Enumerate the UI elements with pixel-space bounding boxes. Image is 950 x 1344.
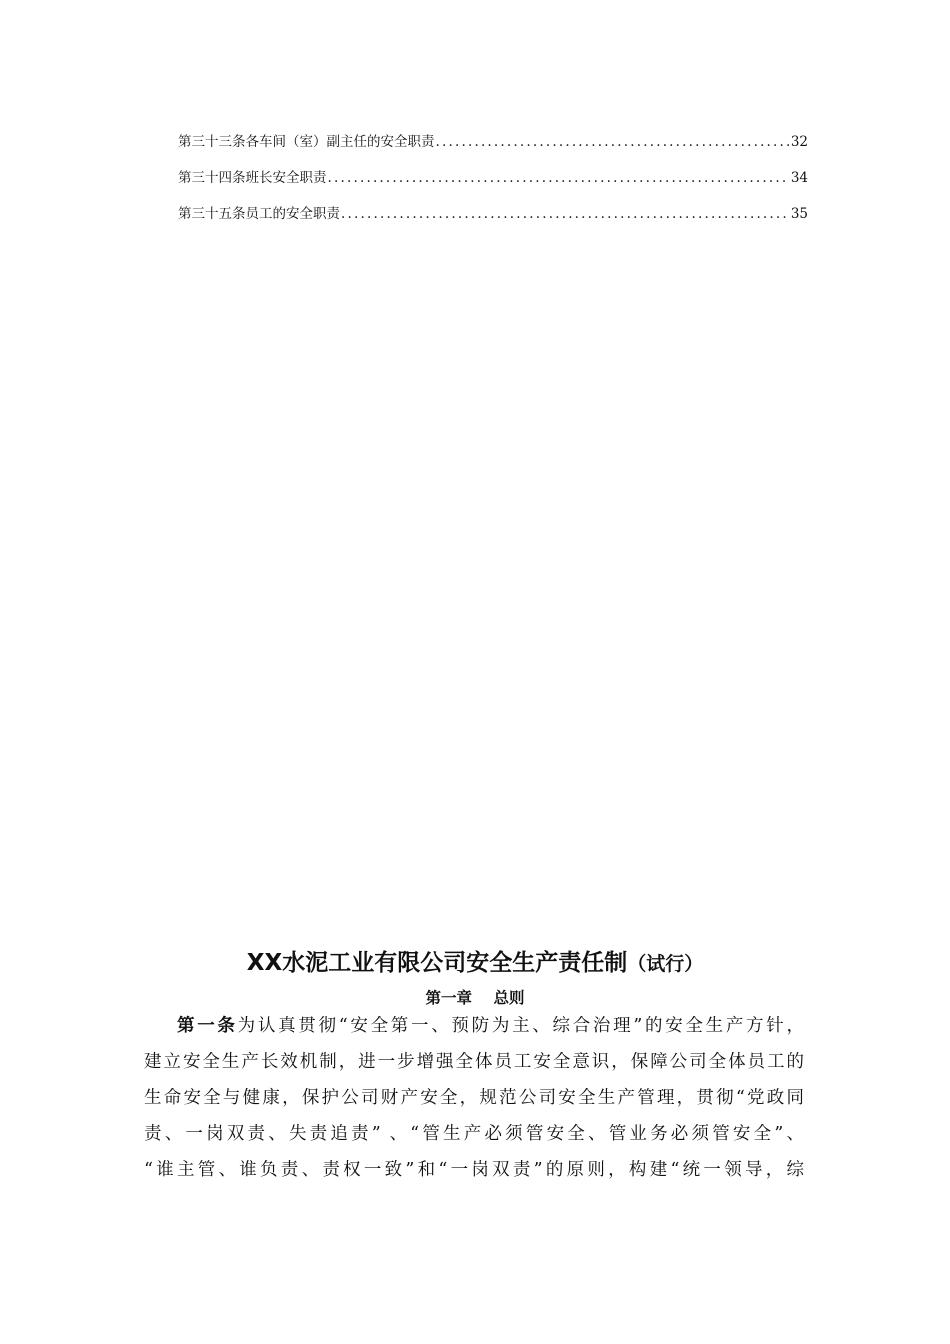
toc-dot-leader [327,160,789,196]
body-line-text: 为认真贯彻“安全第一、预防为主、综合治理”的安全生产方针， [237,1016,804,1036]
chapter-heading: 第一章 总则 [425,989,525,1007]
toc-entry-title: 第三十四条班长安全职责 [178,170,327,186]
body-line [144,1008,804,1044]
article-body [144,1008,804,1188]
toc-entry-title: 第三十三条各车间（室）副主任的安全职责 [178,134,435,150]
toc-entry-page: 34 [790,170,808,186]
toc-entry-title: 第三十五条员工的安全职责 [178,206,340,222]
toc-dot-leader [340,196,789,232]
toc-entry[interactable] [178,124,808,160]
article-label: 第一条 [177,1016,238,1036]
table-of-contents [178,124,808,232]
body-line: 责、一岗双责、失责追责” 、“管生产必须管安全、管业务必须管安全”、 [144,1124,804,1144]
document-title-main: XX水泥工业有限公司安全生产责任制 [246,950,628,976]
body-line: 生命安全与健康，保护公司财产安全，规范公司安全生产管理，贯彻“党政同 [144,1088,804,1108]
toc-dot-leader [435,124,789,160]
toc-entry[interactable] [178,160,808,196]
body-line: “谁主管、谁负责、责权一致”和“一岗双责”的原则，构建“统一领导，综 [144,1160,804,1180]
toc-entry[interactable] [178,196,808,232]
toc-entry-page: 35 [790,206,808,222]
toc-entry-page: 32 [790,134,808,150]
document-title [0,943,950,984]
body-line: 建立安全生产长效机制，进一步增强全体员工安全意识，保障公司全体员工的 [144,1052,804,1072]
document-title-suffix: （试行） [627,953,704,975]
